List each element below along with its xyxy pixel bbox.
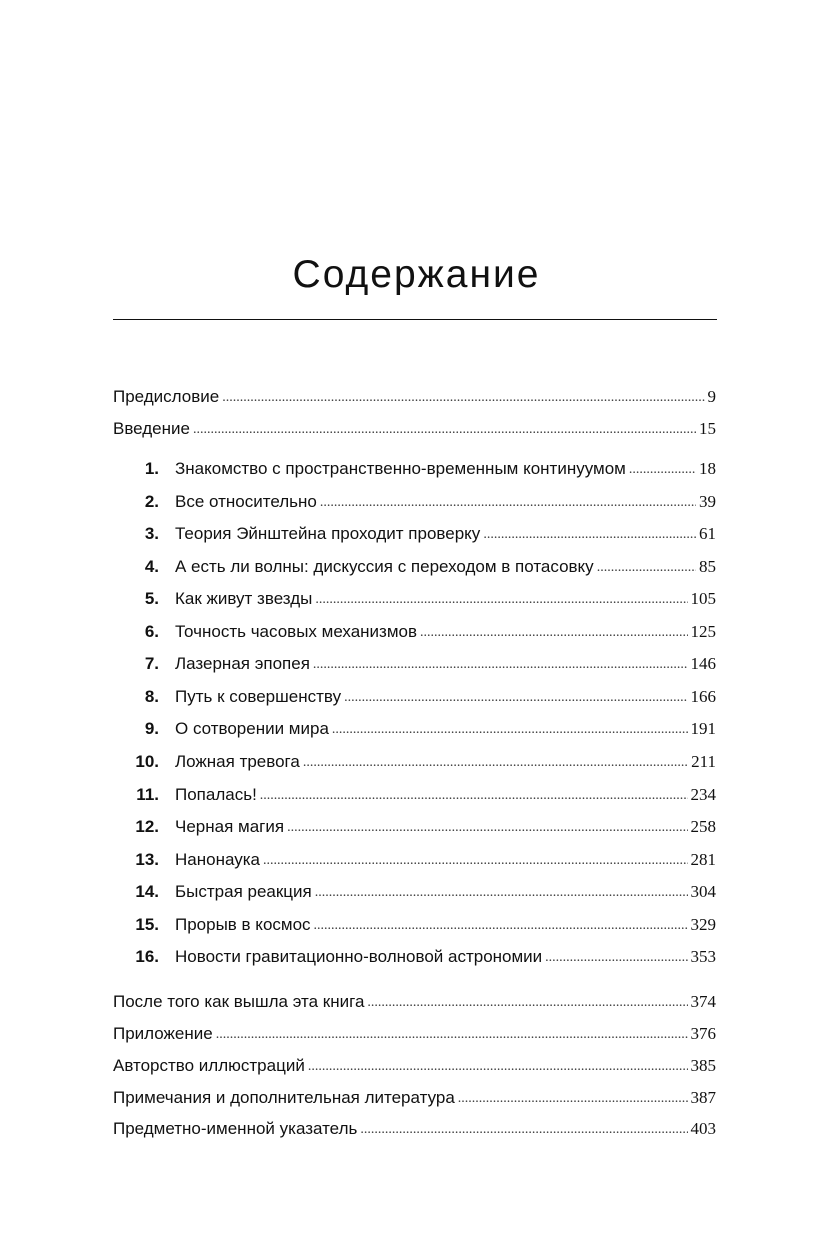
chapter-page: 166 [690, 687, 716, 706]
dot-leader [597, 558, 696, 578]
chapter-number: 5. [144, 589, 159, 608]
chapter-title: Черная магия [175, 817, 285, 836]
chapter-page: 353 [690, 947, 716, 966]
toc-entry-label: Авторство иллюстраций [113, 1056, 305, 1075]
chapter-number: 13. [135, 850, 159, 869]
toc-entry-page: 9 [707, 387, 716, 406]
dot-leader [222, 388, 704, 408]
toc-entry-preface[interactable] [113, 384, 716, 408]
dot-leader [315, 883, 688, 903]
dot-leader [314, 916, 688, 936]
dot-leader [420, 623, 687, 643]
toc-entry-label: Введение [113, 419, 190, 438]
chapter-number: 9. [144, 719, 159, 738]
chapter-page: 234 [690, 785, 716, 804]
toc-chapter-1[interactable] [113, 456, 716, 480]
toc-entry-notes[interactable] [113, 1085, 716, 1109]
chapter-title: Прорыв в космос [175, 915, 311, 934]
toc-entry-page: 387 [690, 1088, 716, 1107]
chapter-number: 6. [144, 622, 159, 641]
chapter-page: 39 [699, 492, 716, 511]
dot-leader [545, 948, 687, 968]
toc-entry-introduction[interactable] [113, 416, 716, 440]
chapter-page: 18 [699, 459, 716, 478]
chapter-title: Как живут звезды [175, 589, 313, 608]
toc-entry-illustration-credits[interactable] [113, 1053, 716, 1077]
chapter-number: 7. [144, 654, 159, 673]
toc-entry-page: 374 [690, 992, 716, 1011]
page-title: Содержание [292, 253, 541, 296]
chapter-number: 4. [144, 557, 159, 576]
chapter-title: Ложная тревога [175, 752, 300, 771]
chapter-title: Лазерная эпопея [175, 654, 310, 673]
toc-chapter-13[interactable] [113, 847, 716, 871]
chapter-page: 61 [699, 524, 716, 543]
dot-leader [287, 818, 687, 838]
chapter-number: 3. [144, 524, 159, 543]
toc-chapter-11[interactable] [113, 782, 716, 806]
dot-leader [458, 1089, 688, 1109]
toc-chapter-4[interactable] [113, 554, 716, 578]
chapter-title: Все относительно [175, 492, 317, 511]
chapter-title: Теория Эйнштейна проходит проверку [175, 524, 481, 543]
chapter-title: Попалась! [175, 785, 257, 804]
toc-chapter-8[interactable] [113, 684, 716, 708]
toc-entry-afterword[interactable] [113, 989, 716, 1013]
chapter-page: 329 [690, 915, 716, 934]
dot-leader [216, 1025, 688, 1045]
chapter-title: Нанонаука [175, 850, 260, 869]
chapter-page: 191 [690, 719, 716, 738]
toc-chapter-6[interactable] [113, 619, 716, 643]
toc-chapter-5[interactable] [113, 586, 716, 610]
dot-leader [193, 420, 696, 440]
chapter-title: Новости гравитационно-волновой астрономии [175, 947, 543, 966]
toc-entry-index[interactable] [113, 1116, 716, 1140]
chapter-number: 15. [135, 915, 159, 934]
toc-chapter-14[interactable] [113, 879, 716, 903]
chapter-number: 14. [135, 882, 159, 901]
chapter-number: 10. [135, 752, 159, 771]
toc-entry-label: После того как вышла эта книга [113, 992, 365, 1011]
dot-leader [367, 993, 687, 1013]
toc-entry-page: 376 [690, 1024, 716, 1043]
toc-entry-appendix[interactable] [113, 1021, 716, 1045]
chapter-page: 304 [690, 882, 716, 901]
chapter-page: 281 [690, 850, 716, 869]
chapter-title: Путь к совершенству [175, 687, 342, 706]
toc-entry-label: Предисловие [113, 387, 220, 406]
toc-entry-label: Предметно-именной указатель [113, 1119, 358, 1138]
dot-leader [629, 460, 696, 480]
toc-chapter-12[interactable] [113, 814, 716, 838]
chapter-number: 8. [144, 687, 159, 706]
chapter-title: А есть ли волны: дискуссия с переходом в потасовку [175, 557, 594, 576]
toc-entry-page: 385 [690, 1056, 716, 1075]
dot-leader [332, 720, 688, 740]
chapter-page: 146 [690, 654, 716, 673]
dot-leader [360, 1120, 687, 1140]
chapter-title: Быстрая реакция [175, 882, 312, 901]
dot-leader [344, 688, 687, 708]
toc-entry-label: Приложение [113, 1024, 213, 1043]
dot-leader [315, 590, 687, 610]
chapter-title: Точность часовых механизмов [175, 622, 418, 641]
chapter-page: 211 [691, 752, 716, 771]
dot-leader [263, 851, 688, 871]
chapter-title: О сотворении мира [175, 719, 329, 738]
title-divider [113, 319, 717, 320]
toc-entry-page: 403 [690, 1119, 716, 1138]
chapter-page: 125 [690, 622, 716, 641]
chapter-page: 258 [690, 817, 716, 836]
toc-entry-page: 15 [699, 419, 716, 438]
dot-leader [260, 786, 688, 806]
dot-leader [320, 493, 696, 513]
dot-leader [483, 525, 696, 545]
chapter-number: 11. [136, 785, 159, 804]
chapter-page: 105 [690, 589, 716, 608]
dot-leader [308, 1057, 688, 1077]
chapter-number: 1. [144, 459, 159, 478]
toc-chapter-3[interactable] [113, 521, 716, 545]
toc-entry-label: Примечания и дополнительная литература [113, 1088, 455, 1107]
dot-leader [313, 655, 688, 675]
toc-chapter-9[interactable] [113, 716, 716, 740]
chapter-number: 2. [144, 492, 159, 511]
chapter-number: 12. [135, 817, 159, 836]
toc-chapter-2[interactable] [113, 489, 716, 513]
toc-chapter-16[interactable] [113, 944, 716, 968]
chapter-page: 85 [699, 557, 716, 576]
toc-chapter-10[interactable] [113, 749, 716, 773]
toc-chapter-15[interactable] [113, 912, 716, 936]
toc-chapter-7[interactable] [113, 651, 716, 675]
chapter-title: Знакомство с пространственно-временным континуумом [175, 459, 626, 478]
dot-leader [303, 753, 688, 773]
chapter-number: 16. [135, 947, 159, 966]
